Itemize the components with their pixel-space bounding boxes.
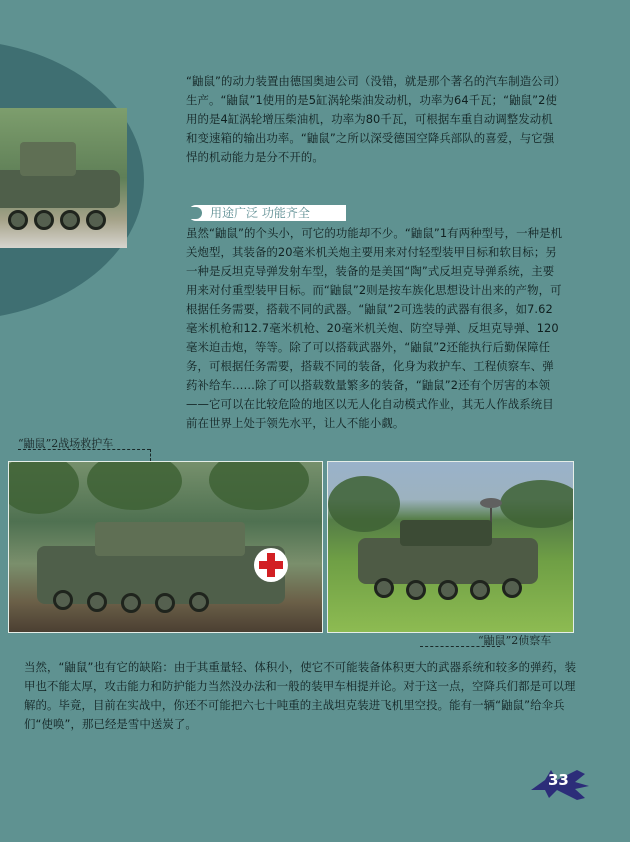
ambulance-photo [8, 461, 323, 633]
tree-shape [328, 476, 400, 532]
sensor-head [480, 498, 502, 508]
tank-turret [20, 142, 76, 176]
scout-turret [400, 520, 492, 546]
section-heading-text: 用途广泛 功能齐全 [210, 206, 310, 220]
caption-connector [150, 449, 151, 461]
scout-photo [327, 461, 574, 633]
track-wheel [502, 578, 522, 598]
track-wheel [8, 210, 28, 230]
tree-shape [8, 461, 79, 514]
paragraph-3: 当然，“鼬鼠”也有它的缺陷：由于其重量轻、体积小，使它不可能装备体积更大的武器系统和较多的弹药，装甲也不能太厚，攻击能力和防护能力当然没办法和一般的装甲车相提并论。对于这一点，空降兵们都是可以理解的。毕竟，目前在实战中，你还不可能把六七十吨重的主战坦克装进飞机里空投。能有一辆“鼬鼠”给伞兵们“使唤”，那已经是雪中送炭了。 [24, 660, 577, 731]
track-wheel [374, 578, 394, 598]
track-wheel [121, 593, 141, 613]
red-cross-icon [254, 548, 288, 582]
track-wheel [86, 210, 106, 230]
track-wheel [155, 593, 175, 613]
track-wheel [470, 580, 490, 600]
paragraph-2: 虽然“鼬鼠”的个头小，可它的功能却不少。“鼬鼠”1有两种型号，一种是机关炮型，其装备的20毫米机关炮主要用来对付轻型装甲目标和软目标；另一种是反坦克导弹发射车型，装备的是美国“陶”式反坦克导弹系统，主要用来对付重型装甲目标。而“鼬鼠”2则是按车族化思想设计出来的产物，可根据任务需要，搭载不同的武器。“鼬鼠”2可选装的武器有很多，如7.62毫米机枪和12.7毫米机枪、20毫米机关炮、防空导弹、反坦克导弹、120毫米迫击炮，等等。除了可以搭载武器外，“鼬鼠”2还能执行后勤保障任务，可根据任务需要，搭载不同的装备，化身为救护车、工程侦察车、弹药补给车……除了可以搭载数量繁多的装备，“鼬鼠”2还有个厉害的本领——它可以在比较危险的地区以无人化自动模式作业，其无人作战系统目前在世界上处于领先水平，让人不能小觑。 [186, 226, 563, 430]
tree-shape [500, 480, 574, 528]
track-wheel [60, 210, 80, 230]
tank-photo-top-left [0, 108, 127, 248]
caption-underline [18, 449, 150, 450]
caption-scout: “鼬鼠”2侦察车 [478, 634, 552, 647]
section-heading [188, 205, 346, 221]
ambulance-cabin [95, 522, 245, 556]
caption-ambulance: “鼬鼠”2战场救护车 [18, 437, 114, 450]
track-wheel [53, 590, 73, 610]
track-wheel [189, 592, 209, 612]
track-wheel [34, 210, 54, 230]
track-wheel [406, 580, 426, 600]
track-wheel [87, 592, 107, 612]
paragraph-1: “鼬鼠”的动力装置由德国奥迪公司（没错，就是那个著名的汽车制造公司）生产。“鼬鼠”1使用的是5缸涡轮柴油发动机，功率为64千瓦；“鼬鼠”2使用的是4缸涡轮增压柴油机，功率为80千瓦，可根据车重自动调整发动机和变速箱的输出功率。“鼬鼠”之所以深受德国空降兵部队的喜爱，与它强悍的机动能力是分不开的。 [186, 74, 561, 164]
track-wheel [438, 580, 458, 600]
tree-shape [87, 461, 182, 510]
tree-shape [209, 461, 309, 510]
page-number: 33 [548, 771, 569, 789]
